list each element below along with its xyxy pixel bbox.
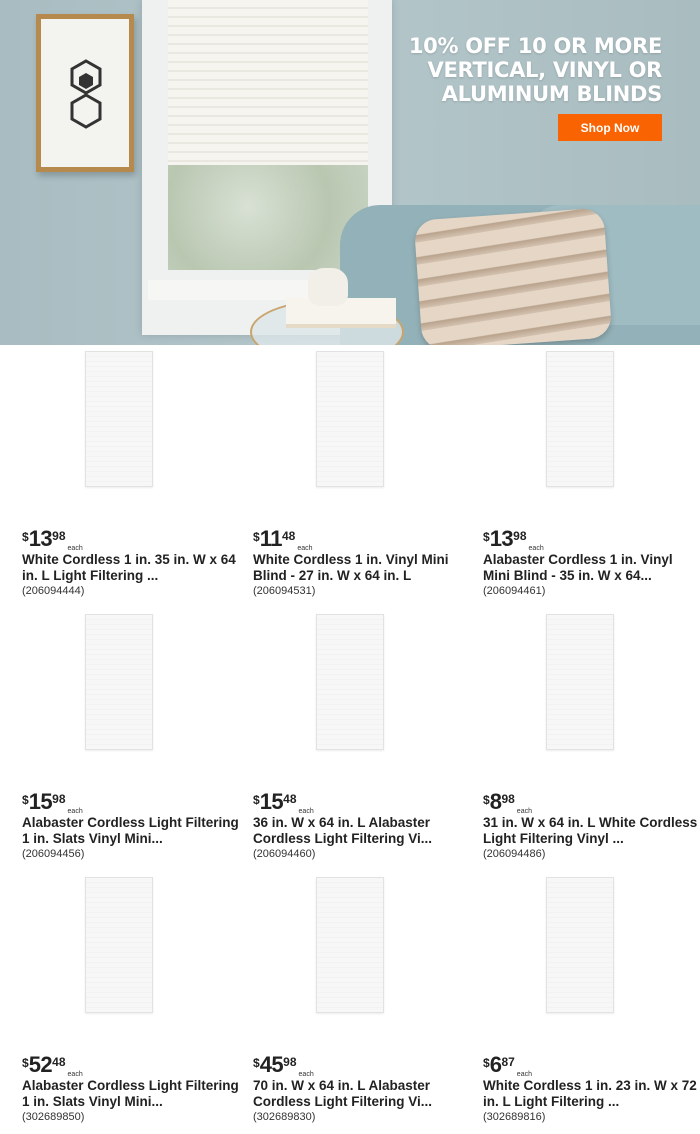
- price-unit: each: [298, 808, 314, 815]
- promo-line-1: 10% OFF 10 OR MORE: [408, 34, 662, 58]
- shop-now-button[interactable]: Shop Now: [558, 114, 662, 141]
- product-card[interactable]: [22, 608, 252, 871]
- product-price: [483, 1054, 532, 1078]
- price-cents: 48: [281, 529, 296, 543]
- product-image[interactable]: [546, 614, 614, 750]
- product-card[interactable]: [483, 345, 700, 608]
- product-price: [483, 528, 544, 552]
- promo-line-3: ALUMINUM BLINDS: [441, 82, 662, 106]
- product-price: [22, 791, 83, 815]
- product-sku: (206094456): [22, 848, 85, 860]
- product-price: [253, 791, 314, 815]
- product-price: [22, 1054, 83, 1078]
- product-title[interactable]: 31 in. W x 64 in. L White Cordless Light Filtering Vinyl ...: [483, 815, 698, 846]
- window-glass: [168, 165, 368, 270]
- vase: [308, 268, 348, 306]
- price-cents: 48: [283, 792, 297, 806]
- product-price: [253, 528, 313, 552]
- price-cents: 98: [52, 792, 66, 806]
- price-currency: $: [253, 530, 260, 544]
- price-unit: each: [298, 1071, 314, 1078]
- throw-pillow: [414, 208, 613, 345]
- product-image[interactable]: [316, 351, 384, 487]
- price-currency: $: [22, 530, 29, 544]
- price-currency: $: [22, 1056, 29, 1070]
- product-sku: (206094444): [22, 585, 85, 597]
- product-title[interactable]: White Cordless 1 in. 35 in. W x 64 in. L Light Filtering ...: [22, 552, 236, 583]
- product-card[interactable]: [483, 871, 700, 1134]
- price-unit: each: [67, 808, 83, 815]
- wall-picture-frame: [36, 14, 134, 172]
- price-unit: each: [67, 545, 83, 552]
- product-title[interactable]: 36 in. W x 64 in. L Alabaster Cordless Light Filtering Vi...: [253, 815, 433, 846]
- product-card[interactable]: [483, 608, 700, 871]
- price-currency: $: [483, 793, 490, 807]
- product-price: [483, 791, 532, 815]
- price-unit: each: [297, 545, 313, 552]
- product-image[interactable]: [85, 614, 153, 750]
- product-card[interactable]: [253, 871, 483, 1134]
- product-title[interactable]: White Cordless 1 in. 23 in. W x 72 in. L Light Filtering ...: [483, 1078, 697, 1109]
- product-image[interactable]: [316, 877, 384, 1013]
- price-unit: each: [67, 1071, 83, 1078]
- product-sku: (206094461): [483, 585, 546, 597]
- product-sku: (302689830): [253, 1111, 316, 1123]
- price-currency: $: [483, 530, 490, 544]
- price-unit: each: [528, 545, 544, 552]
- price-cents: 98: [52, 529, 66, 543]
- price-unit: each: [516, 1071, 532, 1078]
- product-title[interactable]: Alabaster Cordless 1 in. Vinyl Mini Blind - 35 in. W x 64...: [483, 552, 673, 583]
- product-title[interactable]: Alabaster Cordless Light Filtering 1 in. Slats Vinyl Mini...: [22, 815, 239, 846]
- price-cents: 98: [283, 1055, 297, 1069]
- product-sku: (206094460): [253, 848, 316, 860]
- price-currency: $: [22, 793, 29, 807]
- product-price: [22, 528, 83, 552]
- price-dollars: 13: [28, 526, 53, 551]
- product-title[interactable]: Alabaster Cordless Light Filtering 1 in. Slats Vinyl Mini...: [22, 1078, 239, 1109]
- geometric-art-icon: [69, 59, 103, 129]
- price-dollars: 8: [489, 789, 502, 814]
- price-currency: $: [483, 1056, 490, 1070]
- product-card[interactable]: [22, 345, 252, 608]
- product-card[interactable]: [253, 608, 483, 871]
- price-cents: 48: [52, 1055, 66, 1069]
- price-dollars: 15: [28, 789, 53, 814]
- price-dollars: 52: [28, 1052, 53, 1077]
- promo-headline: [362, 34, 662, 106]
- product-sku: (302689816): [483, 1111, 546, 1123]
- product-sku: (206094486): [483, 848, 546, 860]
- price-currency: $: [253, 793, 260, 807]
- promo-line-2: VERTICAL, VINYL OR: [427, 58, 662, 82]
- price-cents: 87: [501, 1055, 515, 1069]
- product-image[interactable]: [85, 877, 153, 1013]
- price-unit: each: [516, 808, 532, 815]
- product-image[interactable]: [316, 614, 384, 750]
- product-card[interactable]: [253, 345, 483, 608]
- product-sku: (206094531): [253, 585, 316, 597]
- product-title[interactable]: 70 in. W x 64 in. L Alabaster Cordless Light Filtering Vi...: [253, 1078, 433, 1109]
- product-title[interactable]: White Cordless 1 in. Vinyl Mini Blind - 27 in. W x 64 in. L: [253, 552, 449, 583]
- hero-banner[interactable]: [0, 0, 700, 345]
- product-image[interactable]: [85, 351, 153, 487]
- price-cents: 98: [501, 792, 515, 806]
- price-dollars: 15: [259, 789, 284, 814]
- price-dollars: 6: [489, 1052, 502, 1077]
- product-sku: (302689850): [22, 1111, 85, 1123]
- price-dollars: 11: [259, 526, 282, 551]
- price-dollars: 45: [259, 1052, 284, 1077]
- product-image[interactable]: [546, 351, 614, 487]
- price-cents: 98: [513, 529, 527, 543]
- blind-slats: [168, 0, 368, 165]
- product-price: [253, 1054, 314, 1078]
- product-image[interactable]: [546, 877, 614, 1013]
- product-card[interactable]: [22, 871, 252, 1134]
- price-dollars: 13: [489, 526, 514, 551]
- price-currency: $: [253, 1056, 260, 1070]
